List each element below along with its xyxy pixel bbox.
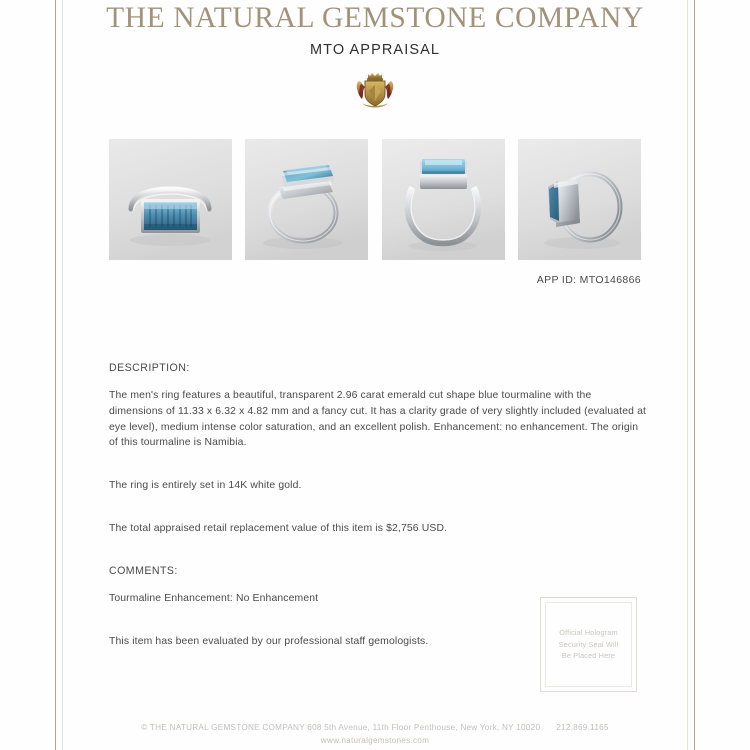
description-heading: DESCRIPTION: <box>109 362 190 374</box>
ring-photo-front[interactable] <box>109 139 232 260</box>
seal-text-line-3: Be Placed Here <box>561 651 616 661</box>
footer-address-line <box>70 722 680 735</box>
description-paragraph-3: The total appraised retail replacement value of this item is $2,756 USD. <box>109 523 448 535</box>
description-paragraph-1: The men's ring features a beautiful, transparent 2.96 carat emerald cut shape blue tourmaline with the dimensions of 11.33 x 6.32 x 4.82 mm and a fancy cut. It has a clarity grade of very slightly included (evaluated at eye level), medium intense color saturation, and an excellent polish. Enhancement: no enhancement. The origin of this tourmaline is Namibia. <box>109 390 647 449</box>
comments-paragraph-1: Tourmaline Enhancement: No Enhancement <box>109 592 319 604</box>
ring-photo-upright[interactable] <box>382 139 505 260</box>
right-outer-border-rule <box>694 0 695 750</box>
seal-text-line-2: Security Seal Will <box>558 639 619 649</box>
comments-paragraph-2: This item has been evaluated by our professional staff gemologists. <box>109 635 429 647</box>
footer-copyright-text: © THE NATURAL GEMSTONE COMPANY 608 5th Avenue, 11th Floor Penthouse, New York, NY 10020 <box>141 723 541 732</box>
footer-phone-number: 212.869.1165 <box>556 723 609 732</box>
ring-photo-angled[interactable] <box>245 139 368 260</box>
app-id-label: APP ID: MTO146866 <box>536 274 641 286</box>
seal-text-line-1: Official Hologram <box>559 627 618 637</box>
comments-heading: COMMENTS: <box>109 564 178 577</box>
description-paragraph-2: The ring is entirely set in 14K white gold. <box>109 480 302 492</box>
product-photo-strip <box>109 139 641 260</box>
document-footer <box>70 722 680 747</box>
footer-website[interactable]: www.naturalgemstones.com <box>320 735 430 745</box>
hologram-seal-placeholder <box>540 597 637 692</box>
left-outer-border-rule <box>55 0 56 750</box>
heraldic-crest-icon <box>353 68 397 112</box>
crest-container <box>0 68 750 112</box>
left-inner-border-rule <box>62 0 63 750</box>
hologram-seal-inner-border <box>545 602 632 687</box>
document-subtitle: MTO APPRAISAL <box>309 42 441 58</box>
company-title: THE NATURAL GEMSTONE COMPANY <box>106 2 644 34</box>
ring-photo-side[interactable] <box>518 139 641 260</box>
document-header <box>70 0 680 58</box>
right-inner-border-rule <box>687 0 688 750</box>
